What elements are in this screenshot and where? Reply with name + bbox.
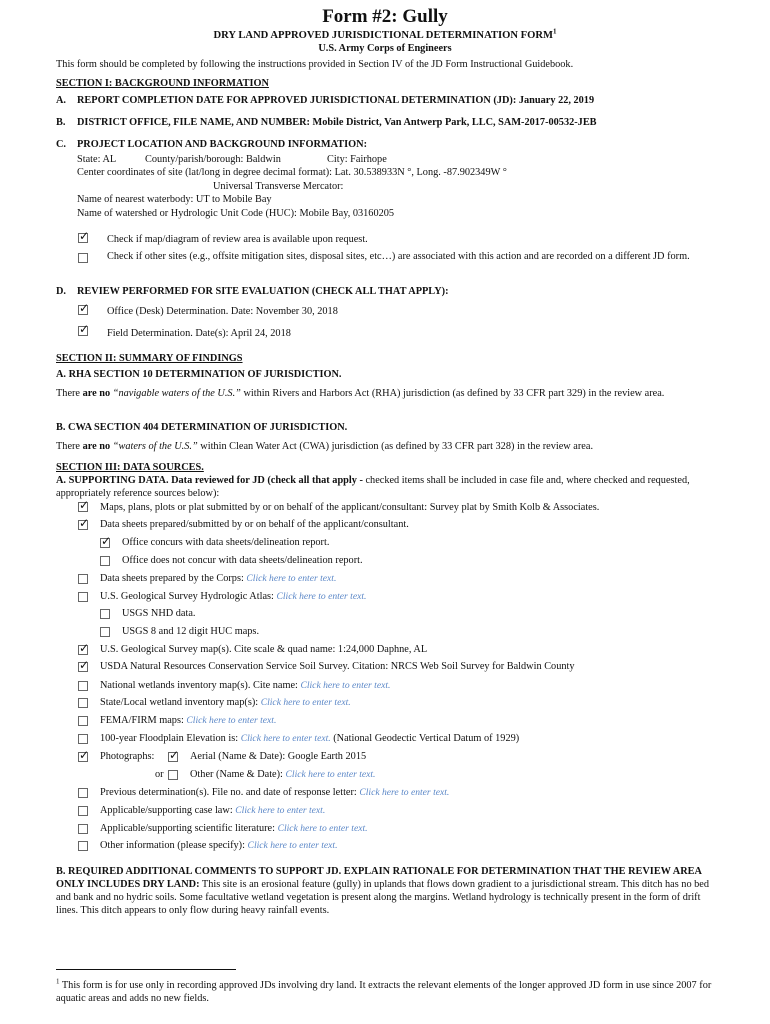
footnote-ref: 1 xyxy=(553,27,557,36)
rha-heading: A. RHA SECTION 10 DETERMINATION OF JURISDICTION. xyxy=(56,369,342,380)
map-available-checkbox[interactable] xyxy=(78,233,88,243)
supporting-data-rest: checked items shall be included in case file and, where checked and requested, appropriately reference sources below): xyxy=(56,475,690,499)
office-not-concur-checkbox[interactable] xyxy=(100,556,110,566)
section2-heading: SECTION II: SUMMARY OF FINDINGS xyxy=(56,353,243,364)
scientific-literature-label xyxy=(100,822,368,835)
usgs-nhd-checkbox[interactable] xyxy=(100,609,110,619)
report-date-value: January 22, 2019 xyxy=(518,95,595,106)
state-field: State: AL xyxy=(77,154,117,165)
floodplain-label xyxy=(100,732,519,745)
other-information-field[interactable]: Click here to enter text. xyxy=(247,840,338,851)
fema-map-checkbox[interactable] xyxy=(78,716,88,726)
scientific-literature-field[interactable]: Click here to enter text. xyxy=(277,823,368,834)
map-available-label: Check if map/diagram of review area is available upon request. xyxy=(107,234,368,245)
scientific-literature-text: Applicable/supporting scientific literature: xyxy=(100,823,278,834)
photographs-checkbox[interactable] xyxy=(78,752,88,762)
item-b-line xyxy=(77,116,597,129)
floodplain-checkbox[interactable] xyxy=(78,734,88,744)
hydrologic-atlas-checkbox[interactable] xyxy=(78,592,88,602)
previous-determination-checkbox[interactable] xyxy=(78,788,88,798)
soil-survey-checkbox[interactable] xyxy=(78,662,88,672)
city-field: City: Fairhope xyxy=(327,154,387,165)
other-photo-checkbox[interactable] xyxy=(168,770,178,780)
state-wetland-map-label xyxy=(100,696,351,709)
soil-survey-label: USDA Natural Resources Conservation Service Soil Survey. Citation: NRCS Web Soil Survey for Baldwin County xyxy=(100,661,575,672)
cwa-text xyxy=(56,440,593,453)
item-b-letter: B. xyxy=(56,117,66,128)
corps-data-sheets-text: Data sheets prepared by the Corps: xyxy=(100,573,247,584)
previous-determination-label xyxy=(100,786,449,799)
other-information-text: Other information (please specify): xyxy=(100,840,248,851)
nwi-map-checkbox[interactable] xyxy=(78,681,88,691)
item-a-letter: A. xyxy=(56,95,67,106)
hydrologic-atlas-label xyxy=(100,590,366,603)
field-determination-checkbox[interactable] xyxy=(78,326,88,336)
cwa-post: within Clean Water Act (CWA) jurisdiction (as defined by 33 CFR part 328) in the review area. xyxy=(197,441,594,452)
project-location-label: PROJECT LOCATION AND BACKGROUND INFORMATION: xyxy=(77,139,368,150)
fema-map-label xyxy=(100,714,276,727)
case-law-checkbox[interactable] xyxy=(78,806,88,816)
case-law-field[interactable]: Click here to enter text. xyxy=(235,805,326,816)
coordinates-field: Center coordinates of site (lat/long in degree decimal format): Lat. 30.538933N °, Long. -87.902349W ° xyxy=(77,167,507,178)
other-sites-label: Check if other sites (e.g., offsite mitigation sites, disposal sites, etc…) are associated with this action and are recorded on a different JD form. xyxy=(107,251,690,262)
floodplain-text: 100-year Floodplain Elevation is: xyxy=(100,733,241,744)
maps-plans-checkbox[interactable] xyxy=(78,502,88,512)
usgs-map-label: U.S. Geological Survey map(s). Cite scale & quad name: 1:24,000 Daphne, AL xyxy=(100,644,428,655)
usgs-map-checkbox[interactable] xyxy=(78,645,88,655)
form-title: Form #2: Gully xyxy=(322,6,448,27)
footnote xyxy=(56,979,716,1005)
agency-name: U.S. Army Corps of Engineers xyxy=(318,43,452,54)
hydrologic-atlas-text: U.S. Geological Survey Hydrologic Atlas: xyxy=(100,591,277,602)
nwi-map-label xyxy=(100,679,390,692)
cwa-heading: B. CWA SECTION 404 DETERMINATION OF JURISDICTION. xyxy=(56,422,348,433)
previous-determination-text: Previous determination(s). File no. and date of response letter: xyxy=(100,787,360,798)
office-determination-label: Office (Desk) Determination. Date: November 30, 2018 xyxy=(107,306,338,317)
usgs-huc-label: USGS 8 and 12 digit HUC maps. xyxy=(122,626,260,637)
usgs-nhd-label: USGS NHD data. xyxy=(122,608,196,619)
other-photo-field[interactable]: Click here to enter text. xyxy=(285,769,376,780)
rha-bold: are no xyxy=(82,388,111,399)
state-wetland-map-checkbox[interactable] xyxy=(78,698,88,708)
cwa-italic: “waters of the U.S.” xyxy=(110,441,198,452)
field-determination-label: Field Determination. Date(s): April 24, 2018 xyxy=(107,328,291,339)
corps-data-sheets-checkbox[interactable] xyxy=(78,574,88,584)
rha-text xyxy=(56,387,716,400)
nwi-map-field[interactable]: Click here to enter text. xyxy=(300,680,391,691)
floodplain-field[interactable]: Click here to enter text. xyxy=(240,733,331,744)
section1-heading: SECTION I: BACKGROUND INFORMATION xyxy=(56,78,269,89)
previous-determination-field[interactable]: Click here to enter text. xyxy=(359,787,450,798)
data-sheets-applicant-checkbox[interactable] xyxy=(78,520,88,530)
maps-plans-label: Maps, plans, plots or plat submitted by or on behalf of the applicant/consultant: Survey plat by Smith Kolb & Associates. xyxy=(100,502,600,513)
section3-heading: SECTION III: DATA SOURCES. xyxy=(56,462,204,473)
item-c-letter: C. xyxy=(56,139,67,150)
additional-comments-text: This site is an erosional feature (gully) in uplands that flows down gradient to a jurisdictional stream. This ditch has no bed and bank and no hydric soils. Some facultative wetland vegetation is present along the margins. Wetland hydrology is technically present in the form of drift lines. This ditch appears to only flow during heavy rainfall events. xyxy=(56,879,710,916)
item-d-letter: D. xyxy=(56,286,67,297)
district-label: DISTRICT OFFICE, FILE NAME, AND NUMBER: xyxy=(77,117,310,128)
utm-field: Universal Transverse Mercator: xyxy=(213,181,344,192)
case-law-text: Applicable/supporting case law: xyxy=(100,805,236,816)
county-field: County/parish/borough: Baldwin xyxy=(145,154,281,165)
scientific-literature-checkbox[interactable] xyxy=(78,824,88,834)
aerial-photo-label: Aerial (Name & Date): Google Earth 2015 xyxy=(190,751,367,762)
district-value: Mobile District, Van Antwerp Park, LLC, SAM-2017-00532-JEB xyxy=(312,117,597,128)
floodplain-suffix: (National Geodectic Vertical Datum of 1929) xyxy=(330,733,520,744)
corps-data-sheets-label xyxy=(100,572,336,585)
rha-pre: There xyxy=(56,388,83,399)
office-determination-checkbox[interactable] xyxy=(78,305,88,315)
supporting-data-bold: A. SUPPORTING DATA. Data reviewed for JD (check all that apply - xyxy=(56,475,363,486)
cwa-bold: are no xyxy=(82,441,111,452)
waterbody-field: Name of nearest waterbody: UT to Mobile Bay xyxy=(77,194,272,205)
fema-map-field[interactable]: Click here to enter text. xyxy=(186,715,277,726)
photographs-label: Photographs: xyxy=(100,751,155,762)
nwi-map-text: National wetlands inventory map(s). Cite name: xyxy=(100,680,301,691)
aerial-photo-checkbox[interactable] xyxy=(168,752,178,762)
rha-post: within Rivers and Harbors Act (RHA) jurisdiction (as defined by 33 CFR part 329) in the review area. xyxy=(240,388,665,399)
item-a-line xyxy=(77,94,594,107)
or-label: or xyxy=(155,769,164,780)
other-sites-checkbox[interactable] xyxy=(78,253,88,263)
footnote-divider xyxy=(56,969,236,970)
state-wetland-map-field[interactable]: Click here to enter text. xyxy=(260,697,351,708)
fema-map-text: FEMA/FIRM maps: xyxy=(100,715,187,726)
cwa-pre: There xyxy=(56,441,83,452)
corps-data-sheets-field[interactable]: Click here to enter text. xyxy=(246,573,337,584)
supporting-data-intro xyxy=(56,474,716,500)
footnote-text: This form is for use only in recording approved JDs involving dry land. It extracts the relevant elements of the longer approved JD form in use since 2007 for aquatic areas and adds no new fields. xyxy=(56,980,712,1004)
office-concurs-label: Office concurs with data sheets/delineation report. xyxy=(122,537,330,548)
usgs-huc-checkbox[interactable] xyxy=(100,627,110,637)
report-date-label: REPORT COMPLETION DATE FOR APPROVED JURISDICTIONAL DETERMINATION (JD): xyxy=(77,95,517,106)
footnote-mark: 1 xyxy=(56,977,60,986)
additional-comments xyxy=(56,865,716,917)
hydrologic-atlas-field[interactable]: Click here to enter text. xyxy=(276,591,367,602)
data-sheets-applicant-label: Data sheets prepared/submitted by or on behalf of the applicant/consultant. xyxy=(100,519,409,530)
other-information-checkbox[interactable] xyxy=(78,841,88,851)
office-not-concur-label: Office does not concur with data sheets/delineation report. xyxy=(122,555,363,566)
other-information-label xyxy=(100,839,338,852)
instructions-text: This form should be completed by following the instructions provided in Section IV of the JD Form Instructional Guidebook. xyxy=(56,59,574,70)
other-photo-label xyxy=(190,768,375,781)
state-wetland-map-text: State/Local wetland inventory map(s): xyxy=(100,697,261,708)
other-photo-text: Other (Name & Date): xyxy=(190,769,286,780)
review-performed-label: REVIEW PERFORMED FOR SITE EVALUATION (CHECK ALL THAT APPLY): xyxy=(77,286,449,297)
watershed-field: Name of watershed or Hydrologic Unit Code (HUC): Mobile Bay, 03160205 xyxy=(77,208,395,219)
additional-comments-heading: B. REQUIRED ADDITIONAL COMMENTS TO SUPPORT JD. EXPLAIN RATIONALE FOR DETERMINATION THAT THE REVIEW AREA ONLY INCLUDES DRY LAND: xyxy=(56,866,702,890)
case-law-label xyxy=(100,804,325,817)
form-subtitle xyxy=(0,29,770,42)
office-concurs-checkbox[interactable] xyxy=(100,538,110,548)
rha-italic: “navigable waters of the U.S.” xyxy=(110,388,241,399)
subtitle-text: DRY LAND APPROVED JURISDICTIONAL DETERMINATION FORM xyxy=(213,30,554,41)
